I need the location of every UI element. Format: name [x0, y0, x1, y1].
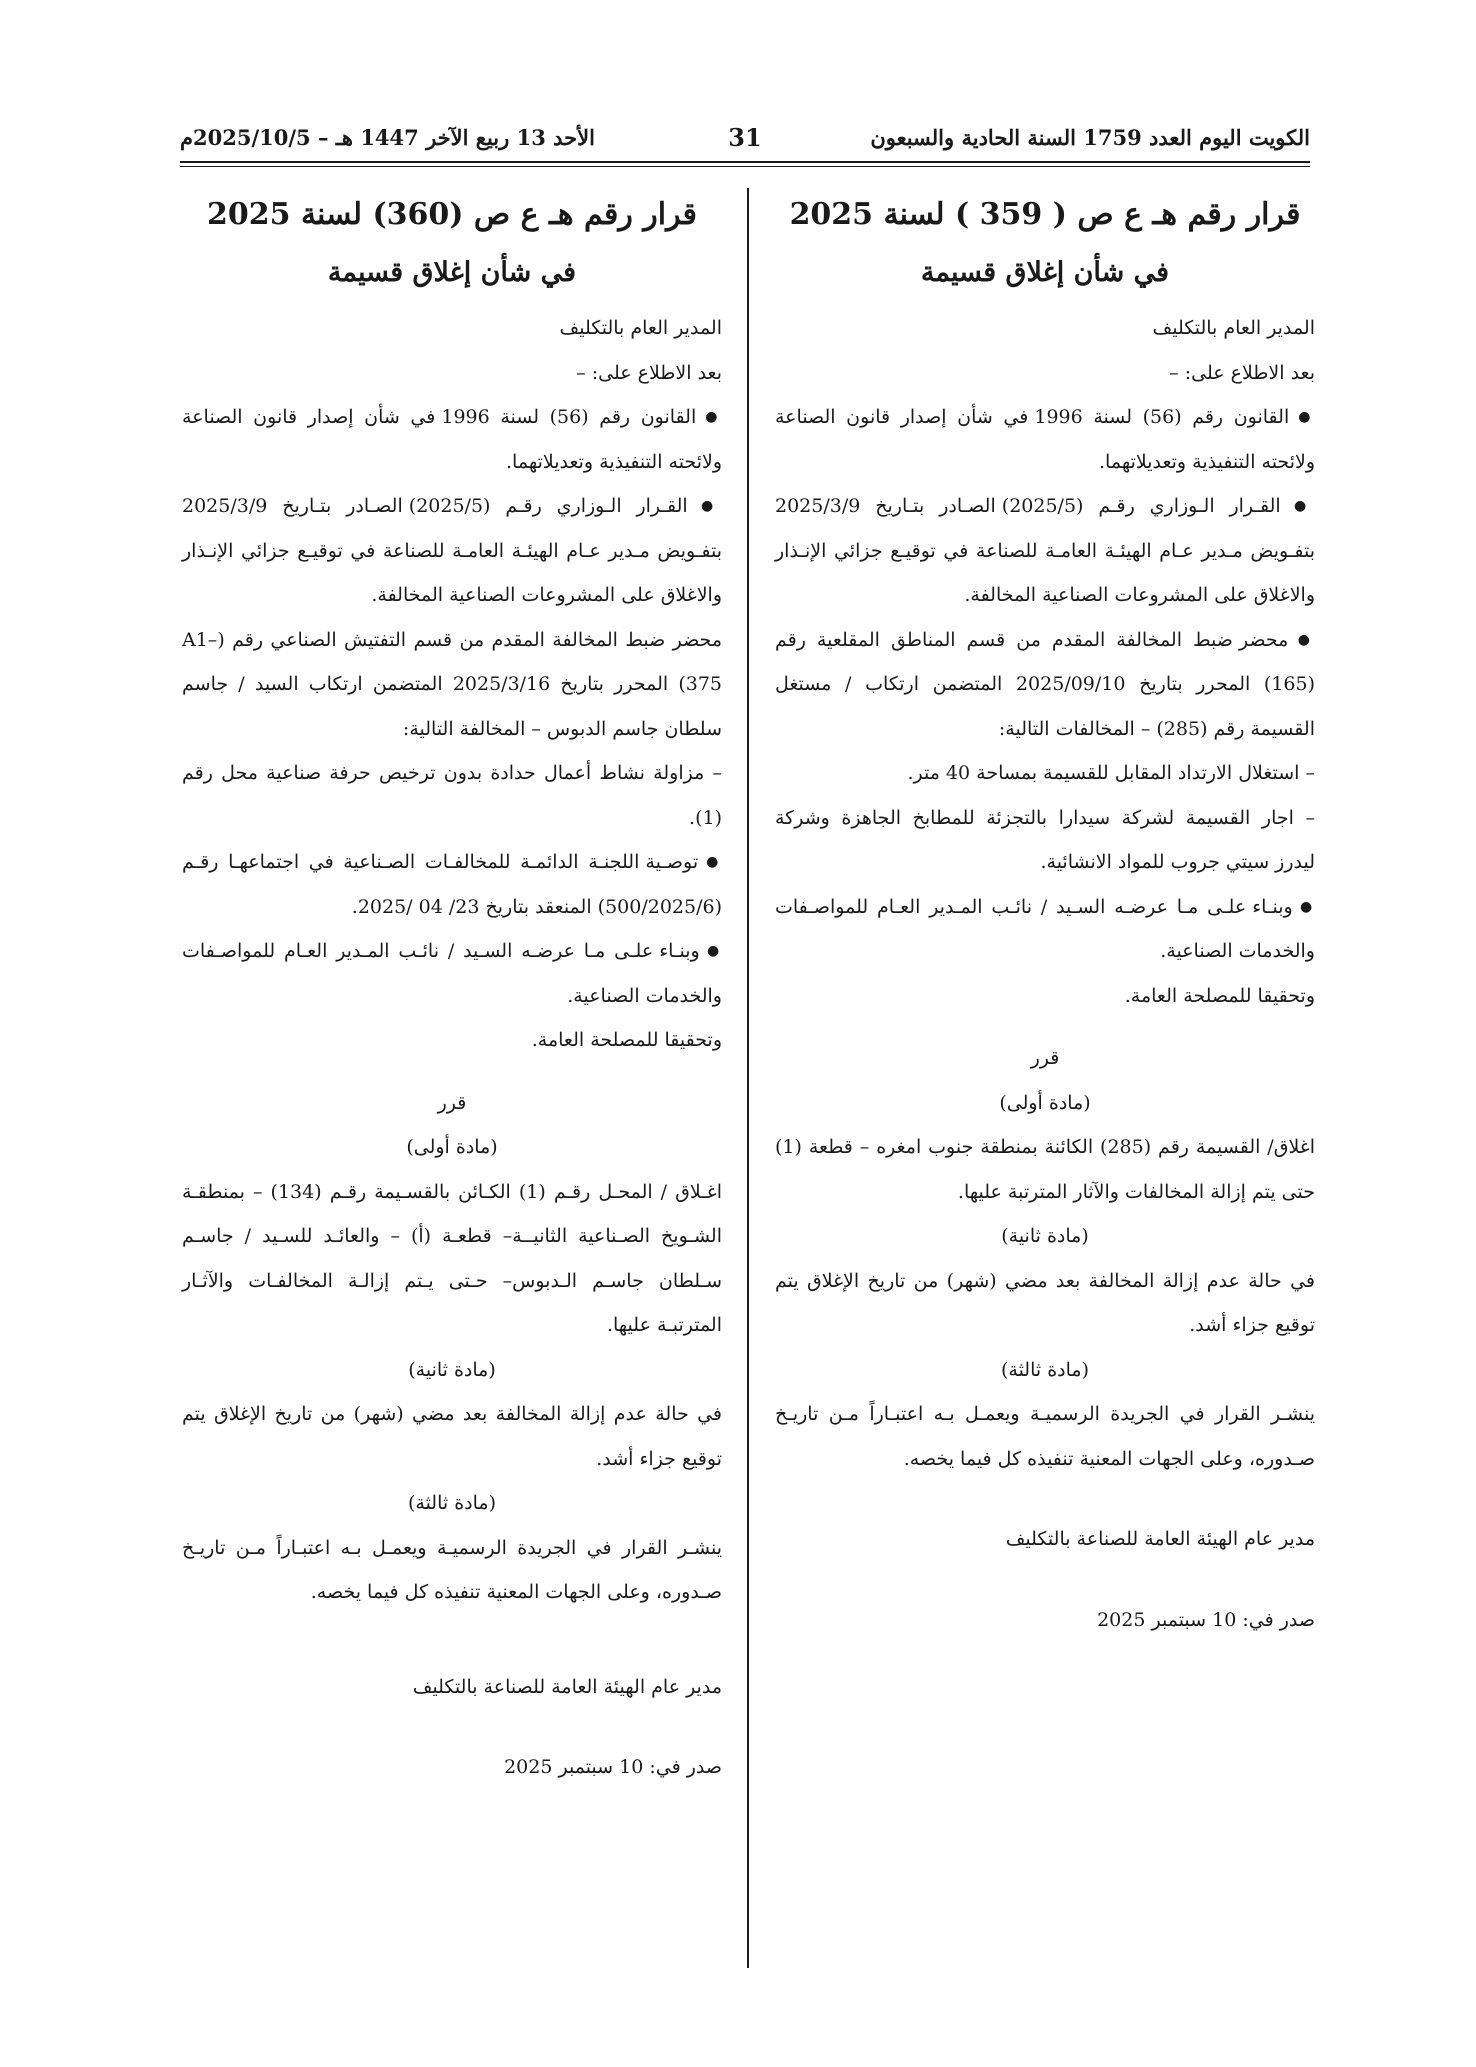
- article-1-text: اغـلاق / المحـل رقـم (1) الكـائن بالقسـيمة رقـم (134) – بمنطقـة الشـويخ الصـناعية الثانيــة– قطعـة (أ) – والعائـد للسـيد / جاسـم سـلطان جاسـم الـدبوس– حـتى يـتم إزالـة المخالفـات والآثـار المترتبـة عليها.: [182, 1180, 722, 1336]
- article-2-text: في حالة عدم إزالة المخالفة بعد مضي (شهر) من تاريخ الإغلاق يتم توقيع جزاء أشد.: [182, 1403, 722, 1470]
- reference-ministerial-decision: ● القـرار الـوزاري رقـم (2025/5) الصـادر بتـاريخ 2025/3/9 بتفـويض مـدير عـام الهيئـة العامـة للصناعة في توقيـع جزائي الإنـذار والاغلاق على المشروعات الصناعية المخالفة.: [182, 484, 722, 618]
- decision-359-column: [775, 186, 1315, 1642]
- article-3-text: ينشـر القرار في الجريدة الرسميـة ويعمـل بـه اعتبـاراً مـن تاريـخ صـدوره، وعلى الجهات المعنية تنفيذه كل فيما يخصه.: [182, 1536, 722, 1603]
- article-3-label: (مادة ثالثة): [1000, 1358, 1090, 1381]
- header-issue-info: الكويت اليوم العدد 1759 السنة الحادية والسبعون: [870, 125, 1310, 150]
- issuer-line: المدير العام بالتكليف: [559, 317, 722, 339]
- reference-ministerial-decision: ● القـرار الـوزاري رقـم (2025/5) الصـادر بتـاريخ 2025/3/9 بتفـويض مـدير عـام الهيئـة العامـة للصناعة في توقيـع جزائي الإنـذار والاغلاق على المشروعات الصناعية المخالفة.: [775, 484, 1315, 618]
- article-3-text: ينشـر القرار في الجريدة الرسميـة ويعمـل بـه اعتبـاراً مـن تاريـخ صـدوره، وعلى الجهات المعنية تنفيذه كل فيما يخصه.: [775, 1403, 1315, 1470]
- article-1-text: اغلاق/ القسيمة رقم (285) الكائنة بمنطقة جنوب امغره – قطعة (1) حتى يتم إزالة المخالفات والآثار المترتبة عليها.: [775, 1136, 1316, 1203]
- article-2-label: (مادة ثانية): [408, 1358, 496, 1381]
- decision-title: قرار رقم هـ ع ص ( 359 ) لسنة 2025: [789, 197, 1301, 232]
- signature-line: مدير عام الهيئة العامة للصناعة بالتكليف: [1005, 1528, 1315, 1550]
- article-1-label: (مادة أولى): [999, 1091, 1091, 1114]
- article-3-label: (مادة ثالثة): [407, 1492, 497, 1514]
- reference-law: ● القانون رقم (56) لسنة 1996 في شأن إصدار قانون الصناعة ولائحته التنفيذية وتعديلاتهما.: [775, 395, 1315, 484]
- issue-date: صدر في: 10 سبتمبر 2025: [1097, 1608, 1315, 1631]
- header-date: الأحد 13 ربيع الآخر 1447 هـ – 2025/10/5م: [180, 125, 595, 150]
- reference-committee: ● توصـية اللجنـة الدائمـة للمخالفـات الصـناعية في اجتماعهـا رقـم (500/2025/6) المنعقد بتاريخ 23/ 04 /2025.: [182, 840, 722, 929]
- article-2-label: (مادة ثانية): [1001, 1225, 1089, 1247]
- header-rule: [180, 161, 1310, 163]
- page-number: 31: [728, 123, 762, 152]
- issue-date: صدر في: 10 سبتمبر 2025: [504, 1756, 722, 1778]
- article-1-label: (مادة أولى): [406, 1136, 498, 1158]
- violation-item: – مزاولة نشاط أعمال حدادة بدون ترخيص حرفة صناعية محل رقم (1).: [182, 762, 722, 829]
- article-2-text: في حالة عدم إزالة المخالفة بعد مضي (شهر) من تاريخ الإغلاق يتم توقيع جزاء أشد.: [775, 1269, 1315, 1336]
- reference-violation-report: ● محضر ضبط المخالفة المقدم من قسم المناطق المقلعية رقم (165) المحرر بتاريخ 2025/09/10 المتضمن ارتكاب / مستغل القسيمة رقم (285) – المخالفات التالية:: [775, 618, 1315, 752]
- decision-title: قرار رقم هـ ع ص (360) لسنة 2025: [207, 197, 697, 232]
- preamble-line: بعد الاطلاع على: –: [576, 361, 722, 384]
- public-interest-line: وتحقيقا للمصلحة العامة.: [531, 1029, 722, 1051]
- header-rule-thin: [180, 166, 1310, 167]
- reference-presentation: ● وبنـاء علـى مـا عرضـه السـيد / نائـب المـدير العـام للمواصـفات والخدمات الصناعية.: [775, 885, 1315, 974]
- reference-violation-report: محضر ضبط المخالفة المقدم من قسم التفتيش الصناعي رقم (A1–375) المحرر بتاريخ 2025/3/16 المتضمن ارتكاب السيد / جاسم سلطان جاسم الدبوس – المخالفة التالية:: [182, 628, 723, 740]
- violation-item: – استغلال الارتداد المقابل للقسيمة بمساحة 40 متر.: [907, 762, 1315, 784]
- reference-presentation: ● وبنـاء علـى مـا عرضـه السـيد / نائـب المـدير العـام للمواصـفات والخدمات الصناعية.: [182, 929, 722, 1018]
- public-interest-line: وتحقيقا للمصلحة العامة.: [1124, 984, 1315, 1007]
- page-header: [180, 118, 1310, 158]
- reference-law: ● القانون رقم (56) لسنة 1996 في شأن إصدار قانون الصناعة ولائحته التنفيذية وتعديلاتهما.: [182, 395, 722, 484]
- decision-subtitle: في شأن إغلاق قسيمة: [327, 257, 577, 288]
- signature-line: مدير عام الهيئة العامة للصناعة بالتكليف: [412, 1675, 722, 1698]
- decision-subtitle: في شأن إغلاق قسيمة: [920, 257, 1170, 288]
- decision-360-column: [182, 186, 722, 1790]
- violation-item: – اجار القسيمة لشركة سيدارا بالتجزئة للمطابخ الجاهزة وشركة ليدرز سيتي جروب للمواد الانشائية.: [775, 806, 1315, 873]
- preamble-line: بعد الاطلاع على: –: [1169, 361, 1315, 384]
- column-divider: [747, 188, 749, 1968]
- decided-heading: قرر: [1030, 1047, 1060, 1069]
- issuer-line: المدير العام بالتكليف: [1152, 317, 1315, 339]
- decided-heading: قرر: [437, 1091, 467, 1114]
